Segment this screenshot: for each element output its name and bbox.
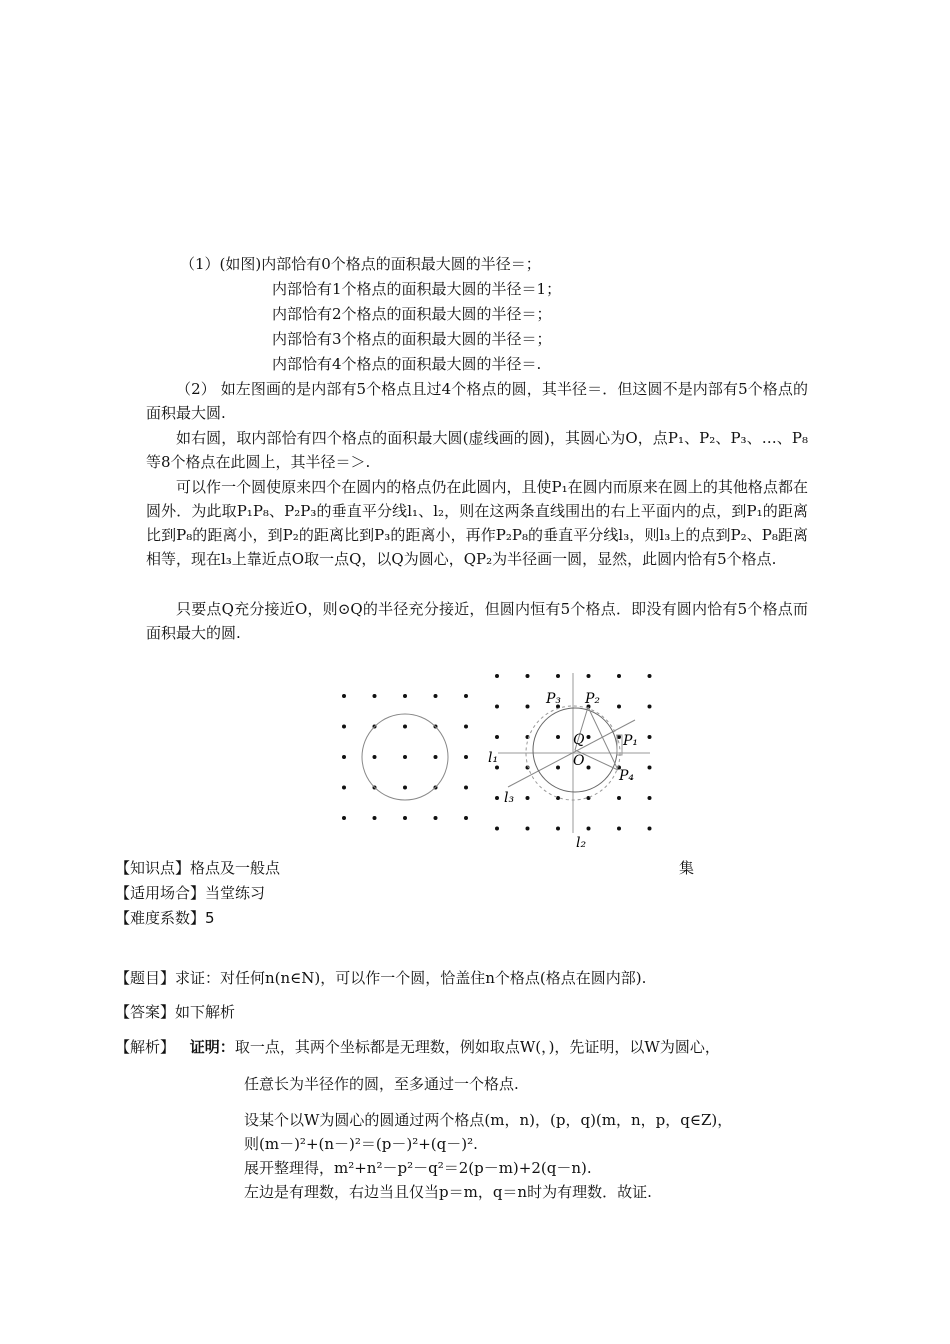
right-lattice-dot	[617, 796, 621, 800]
part1-line-1: 内部恰有1个格点的面积最大圆的半径＝1；	[272, 280, 562, 298]
right-lattice-dot	[556, 766, 560, 770]
left-lattice-dot	[434, 755, 438, 759]
right-lattice-dot	[495, 735, 499, 739]
right-lattice-dot	[556, 735, 560, 739]
label-p4: P₄	[619, 768, 635, 784]
left-lattice-dot	[373, 816, 377, 820]
right-lattice-dot	[495, 705, 499, 709]
conclusion-paragraph: 只要点Q充分接近O，则⊙Q的半径充分接近，但圆内恒有5个格点．即没有圆内恰有5个格点而面积最大的圆.	[146, 600, 808, 642]
label-q: Q	[573, 732, 585, 748]
right-lattice-dot	[648, 766, 652, 770]
left-lattice-dot	[342, 755, 346, 759]
right-lattice-dot	[526, 827, 530, 831]
label-l3: l₃	[504, 790, 515, 806]
right-lattice-dot	[495, 766, 499, 770]
left-lattice-dot	[403, 755, 407, 759]
right-lattice-dot	[617, 705, 621, 709]
right-lattice-dot	[495, 674, 499, 678]
right-lattice-dot	[587, 766, 591, 770]
left-lattice-dot	[342, 725, 346, 729]
problem-title: 【题目】求证：对任何n(n∈N)，可以作一个圆，恰盖住n个格点(格点在圆内部).	[115, 969, 647, 987]
left-lattice-dot	[434, 694, 438, 698]
right-lattice-dot	[526, 796, 530, 800]
proof-step-2: 则(m－)²+(n－)²＝(p－)²+(q－)².	[244, 1135, 478, 1153]
label-l1: l₁	[488, 750, 499, 766]
part1-line-4: 内部恰有4个格点的面积最大圆的半径＝.	[272, 355, 542, 373]
analysis-first-line	[115, 1037, 720, 1057]
proof-label: 证明：	[189, 1038, 235, 1056]
left-lattice-dot	[464, 816, 468, 820]
left-lattice-grid	[342, 694, 468, 820]
right-lattice-dot	[526, 674, 530, 678]
applicable-occasion: 【适用场合】当堂练习	[115, 884, 266, 902]
left-lattice-dot	[342, 816, 346, 820]
knowledge-point-tail: 集	[679, 859, 695, 877]
left-lattice-dot	[342, 786, 346, 790]
proof-step-3: 展开整理得，m²+n²－p²－q²＝2(p－m)+2(q－n).	[244, 1159, 592, 1177]
left-lattice-dot	[403, 816, 407, 820]
left-lattice-dot	[373, 694, 377, 698]
right-lattice-dot	[556, 674, 560, 678]
proof-step-1: 设某个以W为圆心的圆通过两个格点(m，n)，(p，q)(m，n，p，q∈Z)，	[244, 1111, 733, 1129]
label-p3: P₃	[546, 691, 562, 707]
left-lattice-dot	[464, 725, 468, 729]
right-lattice-dot	[495, 796, 499, 800]
construction-paragraph: 可以作一个圆使原来四个在圆内的格点仍在此圆内，且使P₁在圆内而原来在圆上的其他格点都在圆外．为此取P₁P₈、P₂P₃的垂直平分线l₁、l₂，则在这两条直线围出的右上平面内的点，到P₁的距离比到P₈的距离小，到P₂的距离比到P₃的距离小，再作P₂P₈的垂直平分线l₃，则l₃上的点到P₂、P₈距离相等，现在l₃上靠近点O取一点Q，以Q为圆心，QP₂为半径画一圆，显然，此圆内恰有5个格点.	[146, 478, 808, 568]
part1-line-2: 内部恰有2个格点的面积最大圆的半径＝；	[272, 305, 552, 323]
analysis-tag: 【解析】	[115, 1038, 176, 1056]
right-lattice-dot	[587, 735, 591, 739]
proof-first: 取一点，其两个坐标都是无理数，例如取点W(，)，先证明，以W为圆心，	[234, 1038, 720, 1056]
left-lattice-dot	[464, 694, 468, 698]
right-lattice-dot	[617, 827, 621, 831]
right-lattice-dot	[617, 674, 621, 678]
part2-paragraph: （2） 如左图画的是内部有5个格点且过4个格点的圆，其半径＝．但这圆不是内部有5个格点的面积最大圆.	[146, 380, 808, 422]
label-l2: l₂	[576, 835, 587, 851]
right-lattice-dot	[648, 827, 652, 831]
right-lattice-dot	[648, 674, 652, 678]
right-lattice-dot	[648, 735, 652, 739]
left-lattice-dot	[403, 786, 407, 790]
proof-second: 任意长为半径作的圆，至多通过一个格点.	[244, 1075, 519, 1093]
difficulty: 【难度系数】5	[115, 909, 215, 927]
left-lattice-dot	[403, 725, 407, 729]
left-lattice-dot	[464, 755, 468, 759]
problem-answer: 【答案】如下解析	[115, 1003, 236, 1021]
right-lattice-dot	[526, 705, 530, 709]
label-o: O	[573, 753, 585, 769]
right-circle-paragraph: 如右圆，取内部恰有四个格点的面积最大圆(虚线画的圆)，其圆心为O，点P₁、P₂、P₃、…、P₈等8个格点在此圆上，其半径＝＞.	[146, 429, 808, 471]
lattice-figure	[330, 665, 670, 855]
left-lattice-dot	[464, 786, 468, 790]
knowledge-point: 【知识点】格点及一般点	[115, 859, 281, 877]
label-p1: P₁	[623, 733, 639, 749]
proof-step-4: 左边是有理数，右边当且仅当p＝m，q＝n时为有理数．故证.	[244, 1183, 652, 1201]
right-lattice-dot	[648, 796, 652, 800]
right-lattice-dot	[587, 827, 591, 831]
left-lattice-dot	[373, 755, 377, 759]
right-lattice-dot	[587, 674, 591, 678]
right-lattice-dot	[648, 705, 652, 709]
left-lattice-dot	[342, 694, 346, 698]
label-p2: P₂	[585, 691, 601, 707]
part1-lead: （1）(如图)内部恰有0个格点的面积最大圆的半径＝；	[180, 255, 541, 273]
right-lattice-dot	[495, 827, 499, 831]
right-lattice-dot	[556, 827, 560, 831]
part1-line-3: 内部恰有3个格点的面积最大圆的半径＝；	[272, 330, 552, 348]
left-lattice-dot	[434, 816, 438, 820]
left-lattice-dot	[403, 694, 407, 698]
